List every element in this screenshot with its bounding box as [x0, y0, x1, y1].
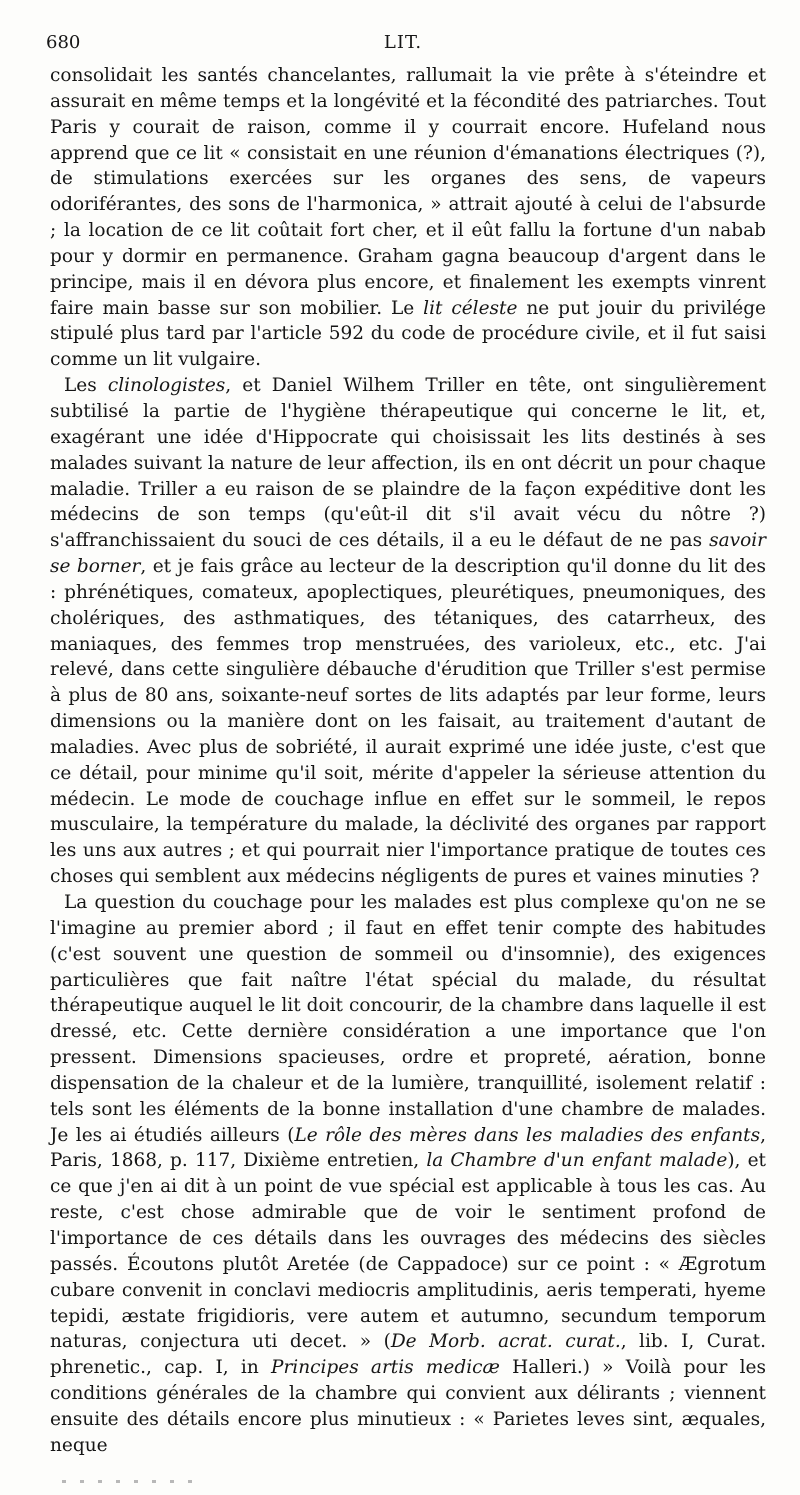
- italic-text: lit céleste: [423, 297, 518, 319]
- text-run: , et je fais grâce au lecteur de la description qu'il donne du lit des : phrénétiques, comateux, apoplectiques, pleurétiques, pneumoniques, des cholériques, des asthmatiques, des tétaniques, des catarrheux, des maniaques, des femmes trop menstruées, des varioleux, etc., etc. J'ai relevé, dans cette singulière débauche d'érudition que Triller s'est permise à plus de 80 ans, soixante-neuf sortes de lits adaptés par leur forme, leurs dimensions ou la manière dont on les faisait, au traitement d'autant de maladies. Avec plus de sobriété, il aurait exprimé une idée juste, c'est que ce détail, pour minime qu'il soit, mérite d'appeler la sérieuse attention du médecin. Le mode de couchage influe en effet sur le sommeil, le repos musculaire, la température du malade, la déclivité des organes par rapport les uns aux autres ; et qui pourrait nier l'importance pratique de toutes ces choses qui semblent aux médecins négligents de pures et vaines minuties ?: [50, 556, 766, 888]
- italic-text: De Morb. acrat. curat.: [390, 1331, 621, 1353]
- text-run: La question du couchage pour les malades est plus complexe qu'on ne se l'imagine au premier abord ; il faut en effet tenir compte des habitudes (c'est souvent une question de sommeil ou d'insomnie), des exigences particulières que fait naître l'état spécial du malade, du résultat thérapeutique auquel le lit doit concourir, de la chambre dans laquelle il est dressé, etc. Cette dernière considération a une importance que l'on pressent. Dimensions spacieuses, ordre et propreté, aération, bonne dispensation de la chaleur et de la lumière, tranquillité, isolement relatif : tels sont les éléments de la bonne installation d'une chambre de malades. Je les ai étudiés ailleurs (: [50, 892, 766, 1146]
- paragraph: [50, 63, 766, 373]
- text-run: , et Daniel Wilhem Triller en tête, ont singulièrement subtilisé la partie de l'hygiène thérapeutique qui concerne le lit, et, exagérant une idée d'Hippocrate qui choisissait les lits destinés à ses malades suivant la nature de leur affection, ils en ont décrit un pour chaque maladie. Triller a eu raison de se plaindre de la façon expéditive dont les médecins de son temps (qu'eût-il dit s'il avait vécu du nôtre ?) s'affranchissaient du souci de ces détails, il a eu le défaut de ne pas: [50, 375, 767, 552]
- page-header: [46, 30, 760, 56]
- italic-text: Principes artis medicæ: [271, 1357, 500, 1379]
- italic-text: savoir se borner: [50, 530, 766, 578]
- scan-artifact: [62, 1468, 262, 1474]
- body-text: [50, 63, 766, 1459]
- italic-text: clinologistes: [107, 375, 226, 397]
- text-run: ), et ce que j'en ai dit à un point de vue spécial est applicable à tous les cas. Au reste, c'est chose admirable que de voir le sentiment profond de l'importance de ces détails dans les ouvrages des médecins des siècles passés. Écoutons plutôt Aretée (de Cappadoce) sur ce point : « Ægrotum cubare convenit in conclavi mediocris amplitudinis, aeris temperati, hyeme tepidi, æstate frigidioris, vere autem et autumno, secundum temporum naturas, conjectura uti decet. » (: [50, 1150, 766, 1353]
- text-run: Les: [64, 375, 108, 397]
- italic-text: la Chambre d'un enfant malade: [426, 1150, 728, 1172]
- italic-text: Le rôle des mères dans les maladies des enfants: [294, 1124, 761, 1146]
- page-number: 680: [46, 32, 81, 53]
- text-run: Halleri.) » Voilà pour les conditions générales de la chambre qui convient aux délirants ; viennent ensuite des détails encore plus minutieux : « Parietes leves sint, æquales, neque: [50, 1357, 766, 1456]
- running-title: LIT.: [383, 32, 423, 53]
- text-run: ne put jouir du privilége stipulé plus tard par l'article 592 du code de procédure civile, et il fut saisi comme un lit vulgaire.: [50, 297, 766, 371]
- text-run: , lib. I, Curat. phrenetic., cap. I, in: [50, 1331, 767, 1379]
- text-run: consolidait les santés chancelantes, rallumait la vie prête à s'éteindre et assurait en même temps et la longévité et la fécondité des patriarches. Tout Paris y courait de raison, comme il y courrait encore. Hufeland nous apprend que ce lit « consistait en une réunion d'émanations électriques (?), de stimulations exercées sur les organes des sens, de vapeurs odoriférantes, des sons de l'harmonica, » attrait ajouté à celui de l'absurde ; la location de ce lit coûtait fort cher, et il eût fallu la fortune d'un nabab pour y dormir en permanence. Graham gagna beaucoup d'argent dans le principe, mais il en dévora plus encore, et finalement les exempts vinrent faire main basse sur son mobilier. Le: [50, 65, 766, 319]
- paragraph: [50, 373, 766, 890]
- paragraph: [50, 890, 766, 1459]
- text-run: , Paris, 1868, p. 117, Dixième entretien,: [50, 1124, 766, 1172]
